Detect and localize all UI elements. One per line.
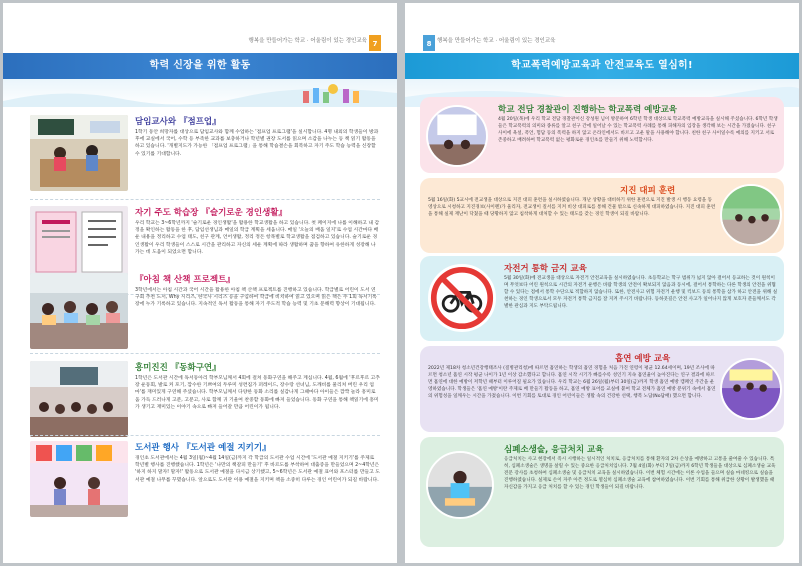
entry-title: 도서관 행사 『도서관 예절 지키기』 [135,443,271,453]
no-bicycle-icon [428,264,496,332]
photo-reading [30,273,128,349]
page-number: 7 [369,35,381,51]
photo-workbook [30,206,128,282]
card-title: 심폐소생술, 응급처치 교육 [504,445,604,455]
card-title: 흡연 예방 교육 [615,354,671,364]
card-earthquake-drill [420,178,784,253]
photo-police-lecture [426,105,488,167]
entry-jumpup [30,115,385,195]
entry-title: 『아침 책 산책 프로젝트』 [135,275,235,285]
left-page [3,3,397,563]
card-title: 자전거 통학 금지 교육 [504,264,587,274]
card-body: 응급처치는 사고 현장에서 즉시 시행하는 일시적인 처치로, 응급처치를 통해 환자의 2차 손상을 예방하고 고통을 줄여줄 수 있습니다. 특히, 심폐소생술은 생명을 살릴 수 있는 중요한 응급처치입니다. 7월 4일(화) 부터 7일(금)까지 6학년 학생들을 대상으로 심폐소생술 교육 전문 강사를 초청하여 심폐소생술 및 응급처치 교육을 실시하였습니다. 이번 체험 시간에는 이론 수업을 들으며 실습 마네킹으로 실습을 진행하였습니다. 실제로 손이 자주 아픈 정도로 열심히 심폐소생술 교육에 참여하였습니다. 이번 기회를 통해 위급한 상황이 발생했을 때 자신감을 가지고 응급 처치를 할 수 있는 경인 학생들이 되길 바랍니다. [504,457,776,490]
card-school-police [420,97,784,173]
photo-evacuation [720,184,782,246]
page-number: 8 [423,35,435,51]
card-bicycle-ban [420,256,784,341]
photo-cpr [426,451,494,519]
card-body: 5월 30일(화)에 전교생을 대상으로 자전거 안전교육을 실시하였습니다. 초등학교는 학구 범위가 넓지 않아 걸어서 등교하는 것이 원칙이며 무엇보다 어린 원칙으로 시간의 자전거 운행은 바람 학생의 안전이 확보되지 않음과 동시에, 걸어서 통학하는 다른 학생의 안전을 위협할 수 있다는 점에서 통학 수단으로 적합하지 않습니다. 또한, 안전사고 위험 자전거 운행 및 킥보드 등의 통학을 삼가 하고 안전을 위해 실천하는 경인 학생으로서 모두 자전거 통학 금지를 잘 지켜 주시기 바랍니다. 등하굣길은 안전 사고가 일어나지 않게 보호자 분들께서도 각별한 관심과 지도 부탁드립니다. [504,276,778,309]
photo-campaign [720,358,782,420]
card-body: 4월 20일(목)에 우리 학교 전담 경찰관이신 강성원 님이 방문하여 6학년 학생 대상으로 학교폭력 예방교육을 실시해 주셨습니다. 6학년 학생들은 학교폭력의 의미와 종류를 알고 친구 간에 일어날 수 있는 학교폭력 사례를 통해 피해자의 입장을 생각해 보는 시간을 가졌습니다. 친구 사이에 욕설, 폭언, 험담 등의 폭력을 하지 않고 온라인에서도 바르고 고운 말을 사용해야 합니다. 친한 친구 사이일수록 예의를 지키고 서로 존중하고 배려하여 학교폭력 없는 평화로운 경인초를 만들기 위해 노력합시다. [498,117,778,143]
entry-title: 자기 주도 학습장 『슬기로운 경인생활』 [135,208,288,218]
page-header: 행복을 만들어가는 학교 · 어울림이 있는 경인교육 [437,38,556,44]
card-body: 2022년 제18차 청소년건강행태조사 (질병관리청)에 따르면 흡연하는 학생의 흡연 경험을 처음 가진 연령이 평균 12.64세이며, 19년 조사에 따르면 청소년 흡연 시작 평균 나이가 1년 이상 감소했다고 합니다. 흡연 시작 시기가 빠를수록 성인기 지속 흡연율이 높아진다는 연구 결과에 따르면 흡연에 대한 예방이 저학년 때부터 이루어질 필요가 있습니다. 우리 학교는 6월 26일(월)부터 30일(금)까지 학생 흡연 예방 캠페인 주간을 운영하였습니다. 학생들은 '흡연 예방'이란 주제로 배 만들기 활동을 하고, 흡연 예방 표어를 교실에 붙여 학교 전체가 흡연 예방 분위기 속에서 흡연의 위험성을 일깨우는 시간을 가졌습니다. 이번 기회를 토대로 경인 어린이들은 생활 속의 건강한 선택, 행복 노답(No답배) 했으면 합니다. [428,366,716,399]
entry-body: 1학기 동안 희망자를 대상으로 담임교사와 함께 수업하는 '점프업 프로그램'을 실시합니다. 4명 내외의 학생들이 방과 후에 교실에서 국어, 수학 등 부족한 교과를 보충하거나 학년별 권장 도서를 읽으며 소감을 나누는 등 책 읽기 활동을 하고 있습니다. '개별지도가 가능한 「점프업 프로그램」을 통해 학습결손을 회복하고 자기 주도 학습 능력을 신장할 수 있기를 기대합니다. [135,130,379,157]
card-body: 5월 16일(화) 5교시에 전교생을 대상으로 지진 대피 훈련을 실시하였습니다. 개난 상황을 대비하기 위한 훈련으로 지진 발생 시 행동 요령을 동영상으로 시청하고 지진경보(사이렌)가 울리자, 전교생이 질서를 지켜 비상 대피로를 통해 건물 밖으로 신속하게 대피하였습니다. 지진 대피 훈련을 통해 실제 재난이 닥쳤을 때 당황하지 않고 침착하게 대처할 수 있는 태도를 갖는 경인 학생이 되길 바랍니다. [428,198,716,217]
card-cpr-training [420,437,784,547]
photo-library [30,441,128,517]
page-header: 행복을 만들어가는 학교 · 어울림이 있는 경인교육 [248,38,367,44]
decorative-strip [3,79,397,107]
entry-body: 우리 학교는 3~6학년까지 '슬기로운 경인생활'을 활용한 학교생활을 하고 있습니다. 첫 페이지에 나를 이해하고 내 감정을 확인하는 활동을 한 후, 담임선생님과 매일의 학급 계획을 세웁니다. 매일 '오늘의 배움 일지'로 수업 시간마다 배운 내용을 정리하고 수업 태도, 친구 관계, 언어생활, 정리 정돈 항목별로 학교생활을 점검하고 있습니다. 슬기로운 경인생활이 우리 학생들이 스스로 시간을 관리하고 자신의 세운 계획에 따라 생활하며 꿈을 향하여 유한하게 성장해 나가는 데 도움이 되었으면 합니다. [135,221,380,255]
section-banner: 학력 신장을 위한 활동 [3,53,397,79]
right-page [405,3,799,563]
photo-classroom [30,115,128,191]
entry-storytelling [30,361,385,441]
photo-storytelling [30,361,128,437]
entry-library [30,441,385,521]
card-smoking-prevention [420,346,784,432]
entry-morning-reading [30,273,385,353]
section-banner: 학교폭력예방교육과 안전교육도 열심히! [405,53,799,79]
divider [30,199,380,200]
entry-body: 경인초 도서관에서는 4월 3일(월)~4월 14일(금)까지 각 학급의 도서관 수업 시간에 '도서관 예절 지키기'를 주제로 학년별 행사를 진행했습니다. 1학년은 '나만의 책갈피 만들기' 후 바르도를 부착하여 대출증을 만들었으며 2~4학년은 '하지 하지 말자! 말자!' 활동으로 도서관 예절을 다시금 상기했고, 5~6학년은 도서관 예절 표어와 포스터를 만들고 도서관 예절 나무를 꾸몄습니다. 앞으로도 도서관 이용 예절을 지키며 책을 소중히 다루는 경인 어린이가 되길 바랍니다. [135,456,380,483]
entry-title: 담임교사와 『점프업』 [135,117,221,127]
divider [30,435,380,436]
card-title: 학교 전담 경찰관이 진행하는 학교폭력 예방교육 [498,105,678,115]
entry-body: 1학년은 도서관 시간에 독서동아리 학부모님께서 4회에 걸쳐 동화구연을 해주고 계십니다. 4월, 6월에 '후르후르 고추장 운동회, 발로 커 포기, 깜수한 기쁘여의 두루미 성련집가 퍼레이드, 장수랑 선녀님, 도깨비를 물리쳐 버린 우리 업마'를 재미있게 구연해 주셨습니다. 학부모님께서 다양한 동화 소리를 실감나게 그때마다 아이들은 깜짝 놀라 흥미로움 가득 드러나게 고분, 고분고, 사로 함께 귀 기울여 찬중할 동화에 빠져 들었습니다. 동화 구연을 통해 책읽기에 흥미가 생기고 재미있는 이야기 속으로 빠져 들어갈 만큼 어린이가 됩니다. [135,376,380,410]
entry-title: 흥미진진 『동화구연』 [135,363,221,373]
divider [30,353,380,354]
card-title: 지진 대피 훈련 [620,186,676,196]
entry-body: 3학년에서는 아침 시간과 국어 시간을 활용한 아침 책 산책 프로젝트를 진행하고 있습니다. 학급별로 어린이 도서 연구회 추천 도서, Why 시리즈, 한국사 시리즈 등을 구입하여 학급에 비치하여 읽고 있으며 읽은 책은 주 1회 독서기록장에 누가 기록하고 있습니다. 지속적인 독서 활동을 통해 자기 주도적 학습 능력 및 기초 문해력 향상이 기대됩니다. [135,288,377,308]
